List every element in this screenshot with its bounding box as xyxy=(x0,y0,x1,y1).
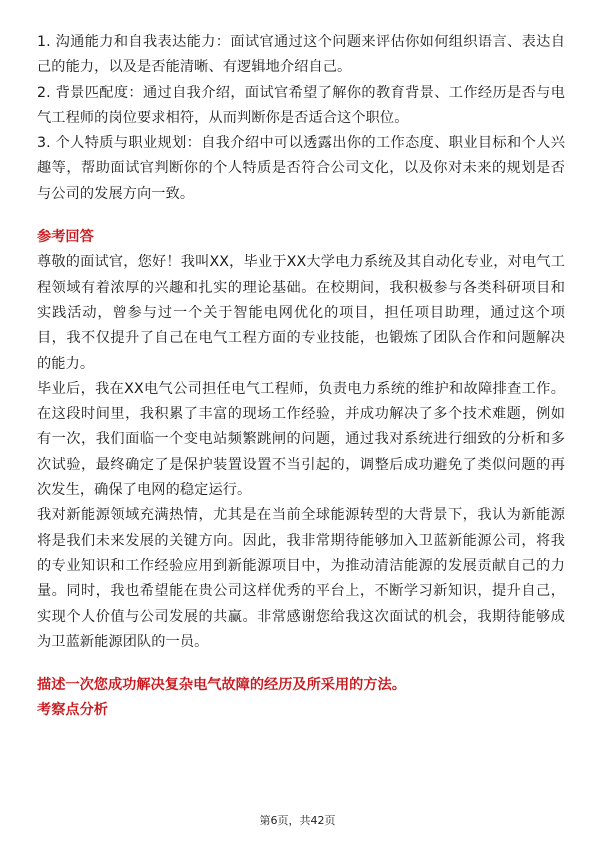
point-personal-traits: 3. 个人特质与职业规划：自我介绍中可以透露出你的工作态度、职业目标和个人兴趣等，帮助面试官判断你的个人特质是否符合公司文化，以及你对未来的规划是否与公司的发展方向一致。 xyxy=(37,135,565,202)
page-footer: 第6页，共42页 xyxy=(259,814,336,827)
answer-heading: 参考回答 xyxy=(37,229,94,246)
answer-paragraph-motivation: 我对新能源领域充满热情，尤其是在当前全球能源转型的大背景下，我认为新能源将是我们未来发展的关键方向。因此，我非常期待能够加入卫蓝新能源公司，将我的专业知识和工作经验应用到新能源项目中，为推动清洁能源的发展贡献自己的力量。同时，我也希望能在贵公司这样优秀的平台上，不断学习新知识，提升自己，实现个人价值与公司发展的共赢。非常感谢您给我这次面试的机会，我期待能够成为卫蓝新能源团队的一员。 xyxy=(37,507,565,650)
point-communication: 1. 沟通能力和自我表达能力：面试官通过这个问题来评估你如何组织语言、表达自己的能力，以及是否能清晰、有逻辑地介绍自己。 xyxy=(37,34,565,76)
point-background-match: 2. 背景匹配度：通过自我介绍，面试官希望了解你的教育背景、工作经历是否与电气工程师的岗位要求相符，从而判断你是否适合这个职位。 xyxy=(37,84,565,126)
analysis-heading: 考察点分析 xyxy=(37,702,108,719)
answer-paragraph-experience: 毕业后，我在XX电气公司担任电气工程师，负责电力系统的维护和故障排查工作。在这段时间里，我积累了丰富的现场工作经验，并成功解决了多个技术难题，例如有一次，我们面临一个变电站频繁跳闸的问题，通过我对系统进行细致的分析和多次试验，最终确定了是保护装置设置不当引起的，调整后成功避免了类似问题的再次发生，确保了电网的稳定运行。 xyxy=(37,380,565,499)
next-question-heading: 描述一次您成功解决复杂电气故障的经历及所采用的方法。 xyxy=(37,677,406,694)
answer-paragraph-intro: 尊敬的面试官，您好！我叫XX，毕业于XX大学电力系统及其自动化专业，对电气工程领域有着浓厚的兴趣和扎实的理论基础。在校期间，我积极参与各类科研项目和实践活动，曾参与过一个关于智能电网优化的项目，担任项目助理，通过这个项目，我不仅提升了自己在电气工程方面的专业技能，也锻炼了团队合作和问题解决的能力。 xyxy=(37,254,565,372)
page-content xyxy=(37,30,565,724)
